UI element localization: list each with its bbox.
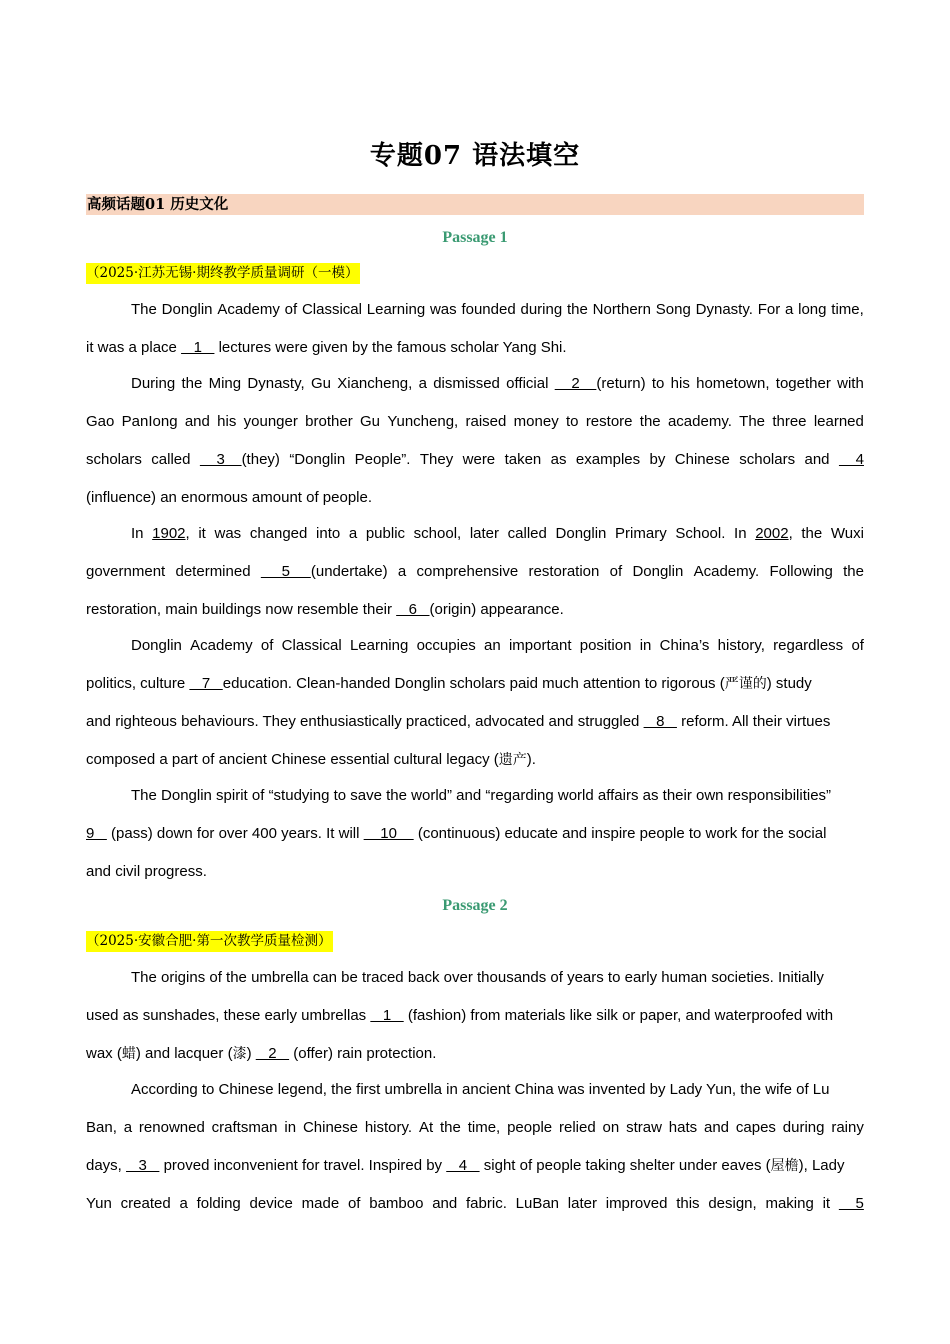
word: bamboo (369, 1195, 424, 1212)
word: history, (717, 637, 765, 654)
word: design, (708, 1195, 757, 1212)
word: Classical (281, 637, 342, 654)
word: it (822, 1195, 831, 1212)
word: later (469, 525, 500, 542)
blank-word: 2002, (755, 525, 793, 542)
word: Ming (208, 375, 242, 392)
word: and (804, 451, 830, 468)
paragraph-line: (influence) an enormous amount of people. (86, 489, 373, 506)
word: changed (249, 525, 308, 542)
word: to (651, 375, 665, 392)
word: later (567, 1195, 597, 1212)
word: rainy (831, 1119, 864, 1136)
word: craftsman (211, 1119, 278, 1136)
word: Yun (86, 1195, 112, 1212)
word: renowned (138, 1119, 205, 1136)
blank-p2-2: 2 (255, 1045, 290, 1062)
word: scholars (739, 451, 796, 468)
word: Donglin (131, 637, 182, 654)
word: Gu (360, 413, 381, 430)
word: long (798, 301, 827, 318)
word: Donglin (161, 301, 213, 318)
word: brother (305, 413, 353, 430)
word: created (120, 1195, 171, 1212)
word: into (316, 525, 341, 542)
topic-heading: 高频话题01 历史文化 (86, 194, 864, 215)
word: Gu (310, 375, 331, 392)
word: during (782, 1119, 825, 1136)
word: in (284, 1119, 297, 1136)
word: official (506, 375, 549, 392)
word: Academy (190, 637, 253, 654)
word: of (609, 563, 623, 580)
word: Learning (366, 301, 426, 318)
word: restoration (528, 563, 600, 580)
word: Academy. (693, 563, 760, 580)
paragraph-line (86, 300, 864, 320)
word: In (131, 525, 144, 542)
word: a (418, 375, 427, 392)
word: Classical (301, 301, 362, 318)
paragraph-line: composed a part of ancient Chinese essential cultural legacy (遗产). (86, 751, 536, 768)
blank-word: 1902, (152, 525, 190, 542)
word: occupies (416, 637, 476, 654)
word: folding (196, 1195, 241, 1212)
word: of (851, 637, 864, 654)
word: the (843, 563, 864, 580)
word: people (507, 1119, 553, 1136)
word: Chinese (674, 451, 730, 468)
word: “Donglin (289, 451, 346, 468)
word: to (566, 413, 579, 430)
word: of (260, 637, 274, 654)
word: a (784, 301, 794, 318)
word: this (676, 1195, 700, 1212)
paragraph-line: and civil progress. (86, 863, 207, 880)
word: of (347, 1195, 361, 1212)
word: They (419, 451, 454, 468)
blank-word: 5 (undertake) (260, 563, 388, 580)
paragraph-line (86, 636, 864, 656)
word: The (739, 413, 766, 430)
paragraph-line: it was a place 1 lectures were given by the famous scholar Yang Shi. (86, 339, 567, 356)
blank-p2-1: 1 (370, 1007, 404, 1024)
blank-word: 5 (838, 1195, 864, 1212)
word: device (249, 1195, 293, 1212)
paragraph-line: The Donglin spirit of “studying to save the world” and “regarding world affairs as their own responsibilities” (131, 787, 832, 804)
word: younger (243, 413, 298, 430)
blank-9: 9 (86, 825, 107, 842)
word: in (639, 637, 652, 654)
paragraph-line (86, 450, 864, 470)
word: a (123, 1119, 133, 1136)
word: comprehensive (416, 563, 519, 580)
word: important (508, 637, 572, 654)
word: scholars (86, 451, 142, 468)
word: For (757, 301, 781, 318)
blank-8: 8 (643, 713, 677, 730)
word: as (550, 451, 567, 468)
word: time, (467, 1119, 501, 1136)
word: restore (585, 413, 633, 430)
word: capes (735, 1119, 776, 1136)
word: the (439, 1119, 461, 1136)
word: Ban, (86, 1119, 117, 1136)
paragraph-line (86, 412, 864, 432)
page-title: 专题07 语法填空 (369, 141, 581, 171)
word: time, (831, 301, 864, 318)
blank-6: 6 (396, 601, 430, 618)
word: position (579, 637, 632, 654)
word: with (837, 375, 864, 392)
word: improved (605, 1195, 668, 1212)
word: relied (558, 1119, 596, 1136)
word: the (181, 375, 203, 392)
word: LuBan (515, 1195, 560, 1212)
word: were (462, 451, 496, 468)
word: three (772, 413, 807, 430)
word: The (131, 301, 157, 318)
word: Learning (349, 637, 409, 654)
blank-p2-4: 4 (446, 1157, 480, 1174)
blank-word: 2 (return) (554, 375, 646, 392)
word: Donglin (555, 525, 607, 542)
word: dismissed (433, 375, 500, 392)
word: China’s (659, 637, 710, 654)
word: Primary (615, 525, 667, 542)
word: At (418, 1119, 434, 1136)
word: Xiancheng, (337, 375, 413, 392)
paragraph-line (86, 1118, 864, 1138)
word: Wuxi (830, 525, 864, 542)
passage-2-source: （2025·安徽合肥·第一次教学质量检测） (86, 931, 333, 952)
word: by (649, 451, 666, 468)
word: fabric. (466, 1195, 507, 1212)
word: it (198, 525, 206, 542)
word: Gao (86, 413, 115, 430)
word: During (131, 375, 176, 392)
word: PanIong (121, 413, 178, 430)
paragraph-line (86, 374, 864, 394)
paragraph-line: According to Chinese legend, the first umbrella in ancient China was invented by Lady Yun, the wife of Lu (131, 1081, 830, 1098)
word: Yuncheng, (387, 413, 459, 430)
word: academy. (667, 413, 732, 430)
paragraph-line: wax (蜡) and lacquer (漆) 2 (offer) rain protection. (86, 1045, 437, 1062)
word: and (704, 1119, 730, 1136)
word: on (602, 1119, 620, 1136)
passage-1-heading: Passage 1 (442, 229, 508, 246)
word: called (151, 451, 191, 468)
word: regardless (773, 637, 844, 654)
blank-word: 3 (they) (199, 451, 280, 468)
word: during (520, 301, 563, 318)
word: the (639, 413, 661, 430)
word: School. (675, 525, 726, 542)
word: Song (655, 301, 691, 318)
word: the (801, 525, 823, 542)
word: money (513, 413, 559, 430)
word: learned (813, 413, 864, 430)
word: a (179, 1195, 188, 1212)
paragraph-line: used as sunshades, these early umbrellas 1 (fashion) from materials like silk or paper, and waterproofed with (86, 1007, 834, 1024)
word: called (507, 525, 547, 542)
word: his (217, 413, 237, 430)
word: was (429, 301, 457, 318)
word: making (765, 1195, 814, 1212)
word: Donglin (632, 563, 684, 580)
paragraph-line: restoration, main buildings now resemble their 6 (origin) appearance. (86, 601, 564, 618)
word: In (734, 525, 747, 542)
word: of (284, 301, 298, 318)
passage-2-heading: Passage 2 (442, 897, 508, 914)
word: government (86, 563, 166, 580)
word: straw (626, 1119, 662, 1136)
word: raised (465, 413, 507, 430)
word: was (214, 525, 242, 542)
word: Northern (592, 301, 651, 318)
word: public (365, 525, 406, 542)
paragraph-line: politics, culture 7 education. Clean-handed Donglin scholars paid much attention to rigorous (严谨的) study (86, 675, 812, 692)
word: taken (504, 451, 542, 468)
word: the (566, 301, 588, 318)
blank-10: 10 (363, 825, 414, 842)
word: a (397, 563, 407, 580)
paragraph-line (86, 524, 864, 544)
paragraph-line (86, 1194, 864, 1214)
word: founded (461, 301, 516, 318)
word: and (184, 413, 210, 430)
blank-1: 1 (181, 339, 215, 356)
word: made (301, 1195, 340, 1212)
paragraph-line (86, 562, 864, 582)
word: examples (575, 451, 641, 468)
blank-7: 7 (189, 675, 223, 692)
word: a (348, 525, 358, 542)
word: hats (668, 1119, 698, 1136)
word: school, (413, 525, 462, 542)
word: determined (175, 563, 251, 580)
word: Dynasty. (695, 301, 753, 318)
word: Academy (217, 301, 280, 318)
word: hometown, (696, 375, 770, 392)
word: together (775, 375, 831, 392)
blank-p2-3: 3 (126, 1157, 160, 1174)
paragraph-line: and righteous behaviours. They enthusiastically practiced, advocated and struggled 8 reform. All their virtues (86, 713, 831, 730)
word: People”. (354, 451, 411, 468)
word: Following (769, 563, 833, 580)
paragraph-line: The origins of the umbrella can be traced back over thousands of years to early human societies. Initially (131, 969, 824, 986)
word: his (670, 375, 690, 392)
paragraph-line: 9 (pass) down for over 400 years. It will 10 (continuous) educate and inspire people to work for the social (86, 825, 827, 842)
word: and (432, 1195, 458, 1212)
word: Chinese (302, 1119, 358, 1136)
passage-1-source: （2025·江苏无锡·期终教学质量调研（一模） (86, 263, 360, 284)
word: an (484, 637, 501, 654)
word: Dynasty, (247, 375, 305, 392)
word: history. (364, 1119, 413, 1136)
blank-word: 4 (838, 451, 864, 468)
paragraph-line: days, 3 proved inconvenient for travel. Inspired by 4 sight of people taking shelter under eaves (屋檐), Lady (86, 1157, 845, 1174)
